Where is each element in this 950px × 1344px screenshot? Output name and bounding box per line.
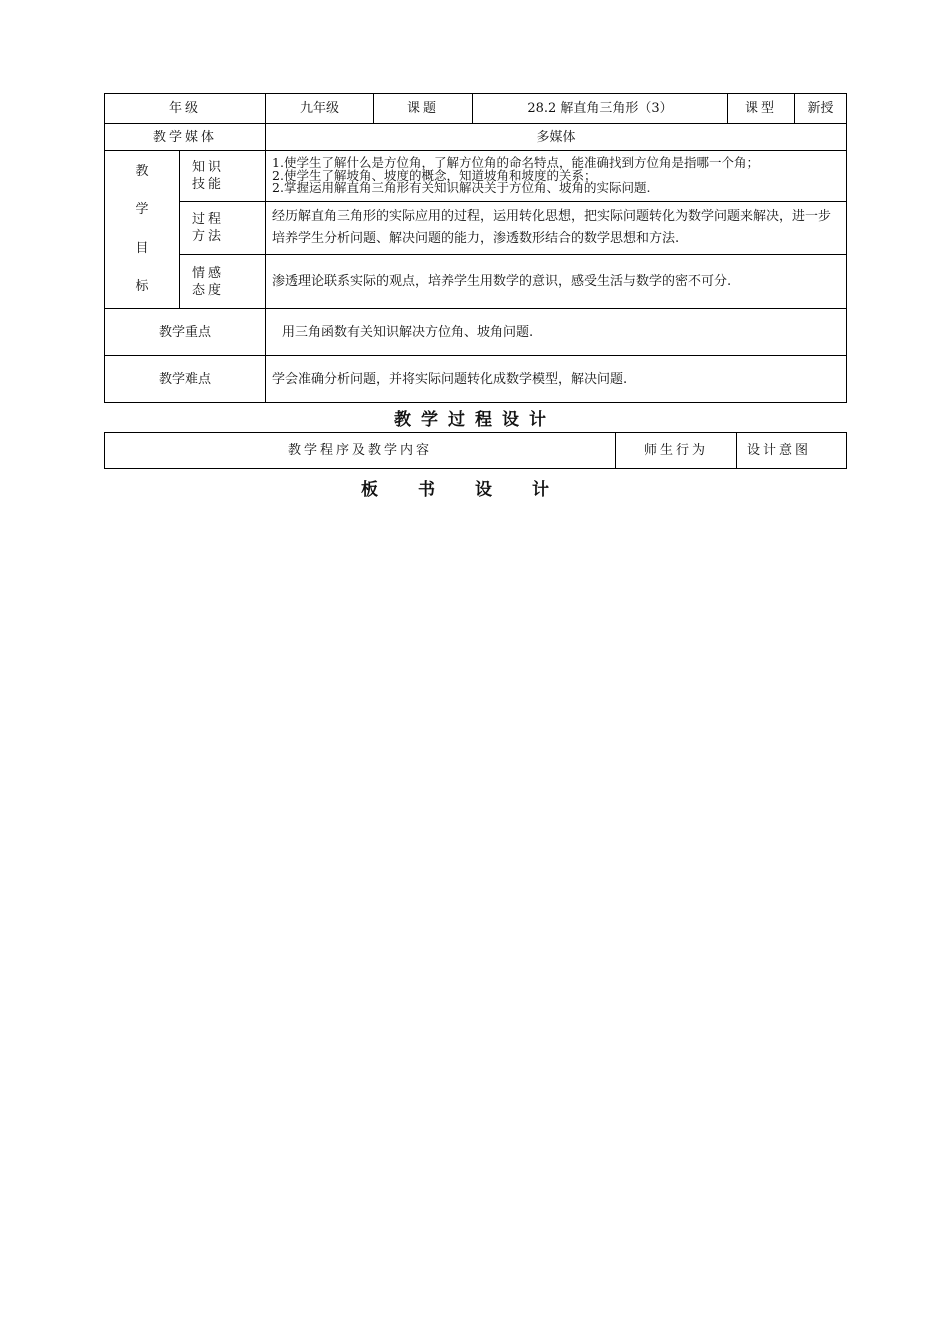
difficulties-text: 学会准确分析问题，并将实际问题转化成数学模型，解决问题. xyxy=(266,356,847,403)
process-label-line1: 过程 xyxy=(192,212,225,227)
knowledge-text xyxy=(266,151,847,202)
goals-label-char: 目 xyxy=(135,240,149,256)
media-value: 多媒体 xyxy=(266,124,847,151)
difficulties-label: 教学难点 xyxy=(105,356,266,403)
process-table xyxy=(104,432,847,469)
emotion-label-line2: 态度 xyxy=(192,282,225,298)
emotion-label xyxy=(180,255,266,309)
emotion-text: 渗透理论联系实际的观点，培养学生用数学的意识，感受生活与数学的密不可分. xyxy=(266,255,847,309)
media-label: 教学媒体 xyxy=(105,124,266,151)
emotion-label-line1: 情感 xyxy=(192,265,225,281)
key-points-label: 教学重点 xyxy=(105,309,266,356)
key-points-text: 用三角函数有关知识解决方位角、坡角问题. xyxy=(266,309,847,356)
knowledge-label-line1: 知识 xyxy=(192,160,225,175)
knowledge-line: 1.使学生了解什么是方位角，了解方位角的命名特点，能准确找到方位角是指哪一个角； xyxy=(272,155,759,171)
grade-label: 年级 xyxy=(105,94,266,124)
process-table-col-intent: 设计意图 xyxy=(737,433,847,469)
lesson-info-table xyxy=(104,93,847,403)
process-table-col-content: 教学程序及教学内容 xyxy=(105,433,616,469)
goals-label-char: 教 xyxy=(135,163,149,179)
goals-label-char: 学 xyxy=(135,202,149,217)
type-label: 课型 xyxy=(728,94,795,124)
type-value: 新授 xyxy=(795,94,847,124)
process-label-line2: 方法 xyxy=(192,229,225,244)
process-label xyxy=(180,202,266,255)
grade-value: 九年级 xyxy=(266,94,374,124)
goals-label xyxy=(105,151,180,309)
knowledge-label xyxy=(180,151,266,202)
topic-value: 28.2 解直角三角形（3） xyxy=(473,94,728,124)
section-board-title: 板书设计 xyxy=(361,480,589,500)
knowledge-line: 2.掌握运用解直角三角形有关知识解决关于方位角、坡角的实际问题. xyxy=(272,180,651,196)
process-table-col-behavior: 师生行为 xyxy=(616,433,737,469)
goals-label-char: 标 xyxy=(135,279,149,294)
topic-label: 课题 xyxy=(374,94,473,124)
process-text: 经历解直角三角形的实际应用的过程，运用转化思想，把实际问题转化为数学问题来解决，进一步培养学生分析问题、解决问题的能力，渗透数形结合的数学思想和方法. xyxy=(266,202,847,255)
knowledge-label-line2: 技能 xyxy=(192,177,225,192)
knowledge-line: 2.使学生了解坡角、坡度的概念，知道坡角和坡度的关系； xyxy=(272,167,597,183)
section-process-title: 教学过程设计 xyxy=(394,410,556,430)
